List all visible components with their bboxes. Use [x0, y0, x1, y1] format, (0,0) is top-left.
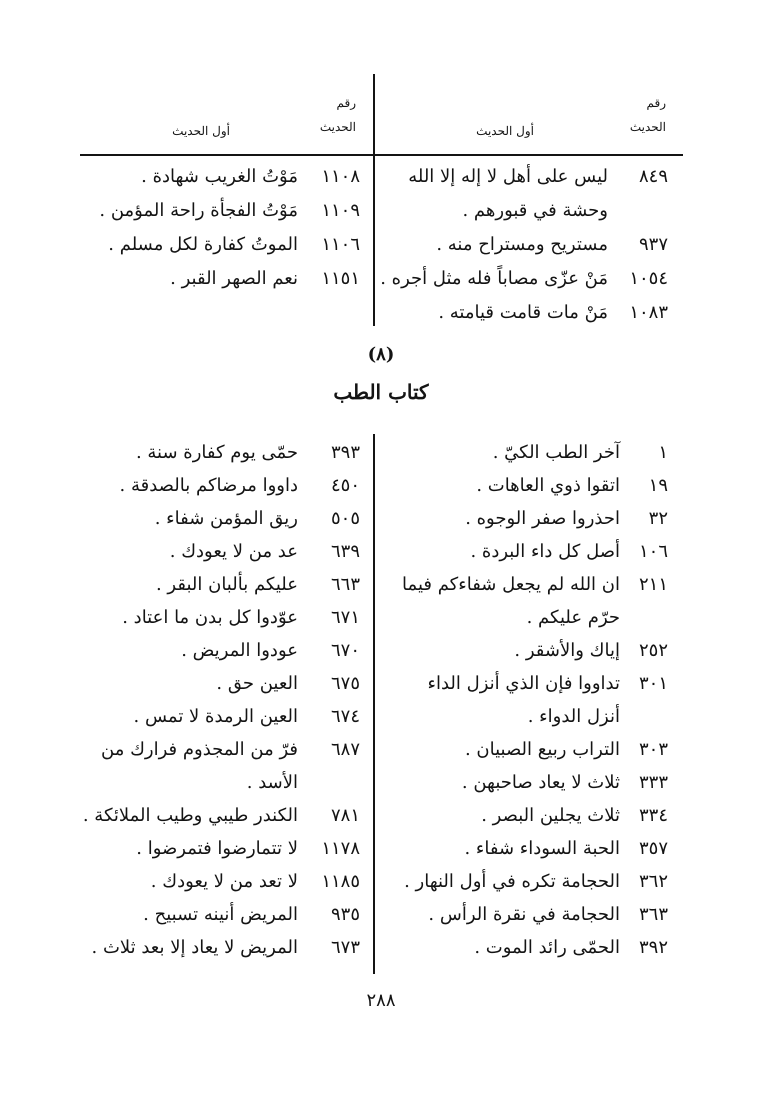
list-item-continuation	[386, 700, 668, 733]
list-item-continuation	[386, 194, 668, 228]
hadith-text: نعم الصهر القبر .	[170, 268, 298, 289]
list-item	[100, 194, 360, 228]
list-item	[386, 931, 668, 964]
hadith-text-continuation: وحشة في قبورهم .	[462, 200, 608, 221]
hadith-text-continuation: حرّم عليكم .	[526, 607, 620, 628]
hadith-number: ٤٥٠	[330, 475, 360, 496]
hadith-number: ١١٧٨	[321, 838, 360, 859]
list-item	[386, 733, 668, 766]
hadith-text: الحبة السوداء شفاء .	[464, 838, 620, 859]
hadith-number: ٦٨٧	[330, 739, 360, 760]
list-item	[84, 436, 360, 469]
list-item	[84, 898, 360, 931]
hadith-number: ٣٥٧	[638, 838, 668, 859]
hadith-text: مستريح ومستراح منه .	[436, 234, 608, 255]
hadith-text: داووا مرضاكم بالصدقة .	[119, 475, 298, 496]
list-item	[386, 535, 668, 568]
hadith-number: ١١٠٩	[321, 200, 360, 221]
list-item	[386, 568, 668, 601]
hadith-text: الحجامة في نقرة الرأس .	[428, 904, 620, 925]
list-item	[84, 469, 360, 502]
hadith-number: ٣٦٣	[638, 904, 668, 925]
hadith-text-continuation: أنزل الدواء .	[527, 706, 620, 727]
column-divider-top	[373, 74, 375, 326]
column-divider-bottom	[373, 434, 375, 974]
list-item	[386, 436, 668, 469]
hadith-number: ٣٩٣	[330, 442, 360, 463]
hadith-text: ريق المؤمن شفاء .	[154, 508, 298, 529]
hadith-text: مَنْ عزّى مصاباً فله مثل أجره .	[380, 268, 608, 289]
list-item	[84, 667, 360, 700]
header-first-label-left: أول الحديث	[172, 124, 230, 138]
list-item	[386, 865, 668, 898]
hadith-text: المريض لا يعاد إلا بعد ثلاث .	[91, 937, 298, 958]
hadith-number: ٦٧٥	[330, 673, 360, 694]
hadith-text: أصل كل داء البردة .	[470, 541, 620, 562]
list-item	[386, 160, 668, 194]
list-item	[386, 502, 668, 535]
index-column-top-right	[380, 160, 668, 330]
hadith-number: ٧٨١	[330, 805, 360, 826]
hadith-number: ٩٣٥	[330, 904, 360, 925]
list-item	[386, 667, 668, 700]
hadith-text: احذروا صفر الوجوه .	[465, 508, 620, 529]
hadith-number: ١	[658, 442, 668, 463]
hadith-text: عوّدوا كل بدن ما اعتاد .	[122, 607, 298, 628]
hadith-number: ٦٣٩	[330, 541, 360, 562]
section-title: كتاب الطب	[333, 380, 429, 404]
hadith-text: مَوْتُ الغريب شهادة .	[141, 166, 298, 187]
hadith-number: ٣٦٢	[638, 871, 668, 892]
index-column-top-left	[100, 160, 360, 300]
hadith-text: التراب ربيع الصبيان .	[464, 739, 620, 760]
hadith-text: لا تعد من لا يعودك .	[150, 871, 298, 892]
hadith-number: ١٠٦	[638, 541, 668, 562]
hadith-number: ٣٠٣	[638, 739, 668, 760]
hadith-text: عد من لا يعودك .	[169, 541, 298, 562]
hadith-number: ٦٧١	[330, 607, 360, 628]
hadith-text: المريض أنينه تسبيح .	[143, 904, 298, 925]
hadith-text: فرّ من المجذوم فرارك من	[101, 739, 298, 760]
list-item	[386, 898, 668, 931]
list-item	[380, 262, 668, 296]
list-item	[84, 832, 360, 865]
list-item	[386, 832, 668, 865]
index-column-bottom-right	[386, 436, 668, 976]
list-item	[386, 469, 668, 502]
list-item	[100, 228, 360, 262]
list-item	[84, 733, 360, 766]
hadith-text: ثلاث لا يعاد صاحبهن .	[461, 772, 620, 793]
hadith-number: ٨٤٩	[638, 166, 668, 187]
hadith-text: تداووا فإن الذي أنزل الداء	[427, 673, 620, 694]
header-first-label-right: أول الحديث	[476, 124, 534, 138]
hadith-number: ٣٣٤	[638, 805, 668, 826]
hadith-text: الحمّى رائد الموت .	[474, 937, 620, 958]
hadith-text: الحجامة تكره في أول النهار .	[404, 871, 620, 892]
hadith-number: ١١٠٨	[321, 166, 360, 187]
hadith-text: الموتُ كفارة لكل مسلم .	[108, 234, 298, 255]
list-item	[84, 865, 360, 898]
hadith-text: العين حق .	[216, 673, 298, 694]
hadith-text: ليس على أهل لا إله إلا الله	[408, 166, 608, 187]
hadith-text: عودوا المريض .	[181, 640, 298, 661]
header-number-label-left: رقم الحديث	[319, 96, 356, 134]
section-number: (٨)	[367, 344, 395, 365]
header-number-label-right: رقم الحديث	[629, 96, 666, 134]
list-item-continuation	[386, 601, 668, 634]
hadith-number: ٢١١	[638, 574, 668, 595]
page-number: ٢٨٨	[366, 990, 396, 1011]
list-item	[84, 568, 360, 601]
hadith-text: لا تتمارضوا فتمرضوا .	[136, 838, 298, 859]
list-item	[386, 766, 668, 799]
hadith-number: ٣٣٣	[638, 772, 668, 793]
hadith-text: اتقوا ذوي العاهات .	[476, 475, 620, 496]
hadith-number: ١١٠٦	[321, 234, 360, 255]
list-item	[84, 931, 360, 964]
hadith-text: مَوْتُ الفجأة راحة المؤمن .	[99, 200, 298, 221]
hadith-text: ثلاث يجلين البصر .	[481, 805, 620, 826]
list-item	[84, 535, 360, 568]
hadith-text: حمّى يوم كفارة سنة .	[135, 442, 298, 463]
hadith-text: ان الله لم يجعل شفاءكم فيما	[402, 574, 620, 595]
hadith-number: ٣٩٢	[638, 937, 668, 958]
hadith-number: ٦٦٣	[330, 574, 360, 595]
hadith-number: ٢٥٢	[638, 640, 668, 661]
list-item	[100, 262, 360, 296]
hadith-text: إياك والأشقر .	[514, 640, 620, 661]
list-item	[84, 634, 360, 667]
hadith-number: ٦٧٤	[330, 706, 360, 727]
hadith-number: ٦٧٠	[330, 640, 360, 661]
list-item	[386, 296, 668, 330]
list-item	[386, 634, 668, 667]
hadith-number: ٣٢	[648, 508, 668, 529]
hadith-number: ١٩	[648, 475, 668, 496]
list-item	[386, 228, 668, 262]
list-item-continuation	[84, 766, 360, 799]
list-item	[100, 160, 360, 194]
hadith-number: ٥٠٥	[330, 508, 360, 529]
hadith-text: عليكم بألبان البقر .	[155, 574, 298, 595]
hadith-number: ٣٠١	[638, 673, 668, 694]
hadith-text: آخر الطب الكيّ .	[492, 442, 620, 463]
hadith-number: ١٠٨٣	[629, 302, 668, 323]
hadith-number: ١١٨٥	[321, 871, 360, 892]
list-item	[84, 502, 360, 535]
hadith-text-continuation: الأسد .	[246, 772, 298, 793]
hadith-number: ١١٥١	[321, 268, 360, 289]
list-item	[84, 799, 360, 832]
hadith-number: ١٠٥٤	[629, 268, 668, 289]
header-rule	[80, 154, 683, 156]
index-column-bottom-left	[84, 436, 360, 976]
hadith-number: ٩٣٧	[638, 234, 668, 255]
hadith-text: الكندر طيبي وطيب الملائكة .	[82, 805, 298, 826]
list-item	[84, 700, 360, 733]
list-item	[84, 601, 360, 634]
hadith-text: العين الرمدة لا تمس .	[133, 706, 298, 727]
list-item	[386, 799, 668, 832]
hadith-text: مَنْ مات قامت قيامته .	[438, 302, 608, 323]
hadith-number: ٦٧٣	[330, 937, 360, 958]
